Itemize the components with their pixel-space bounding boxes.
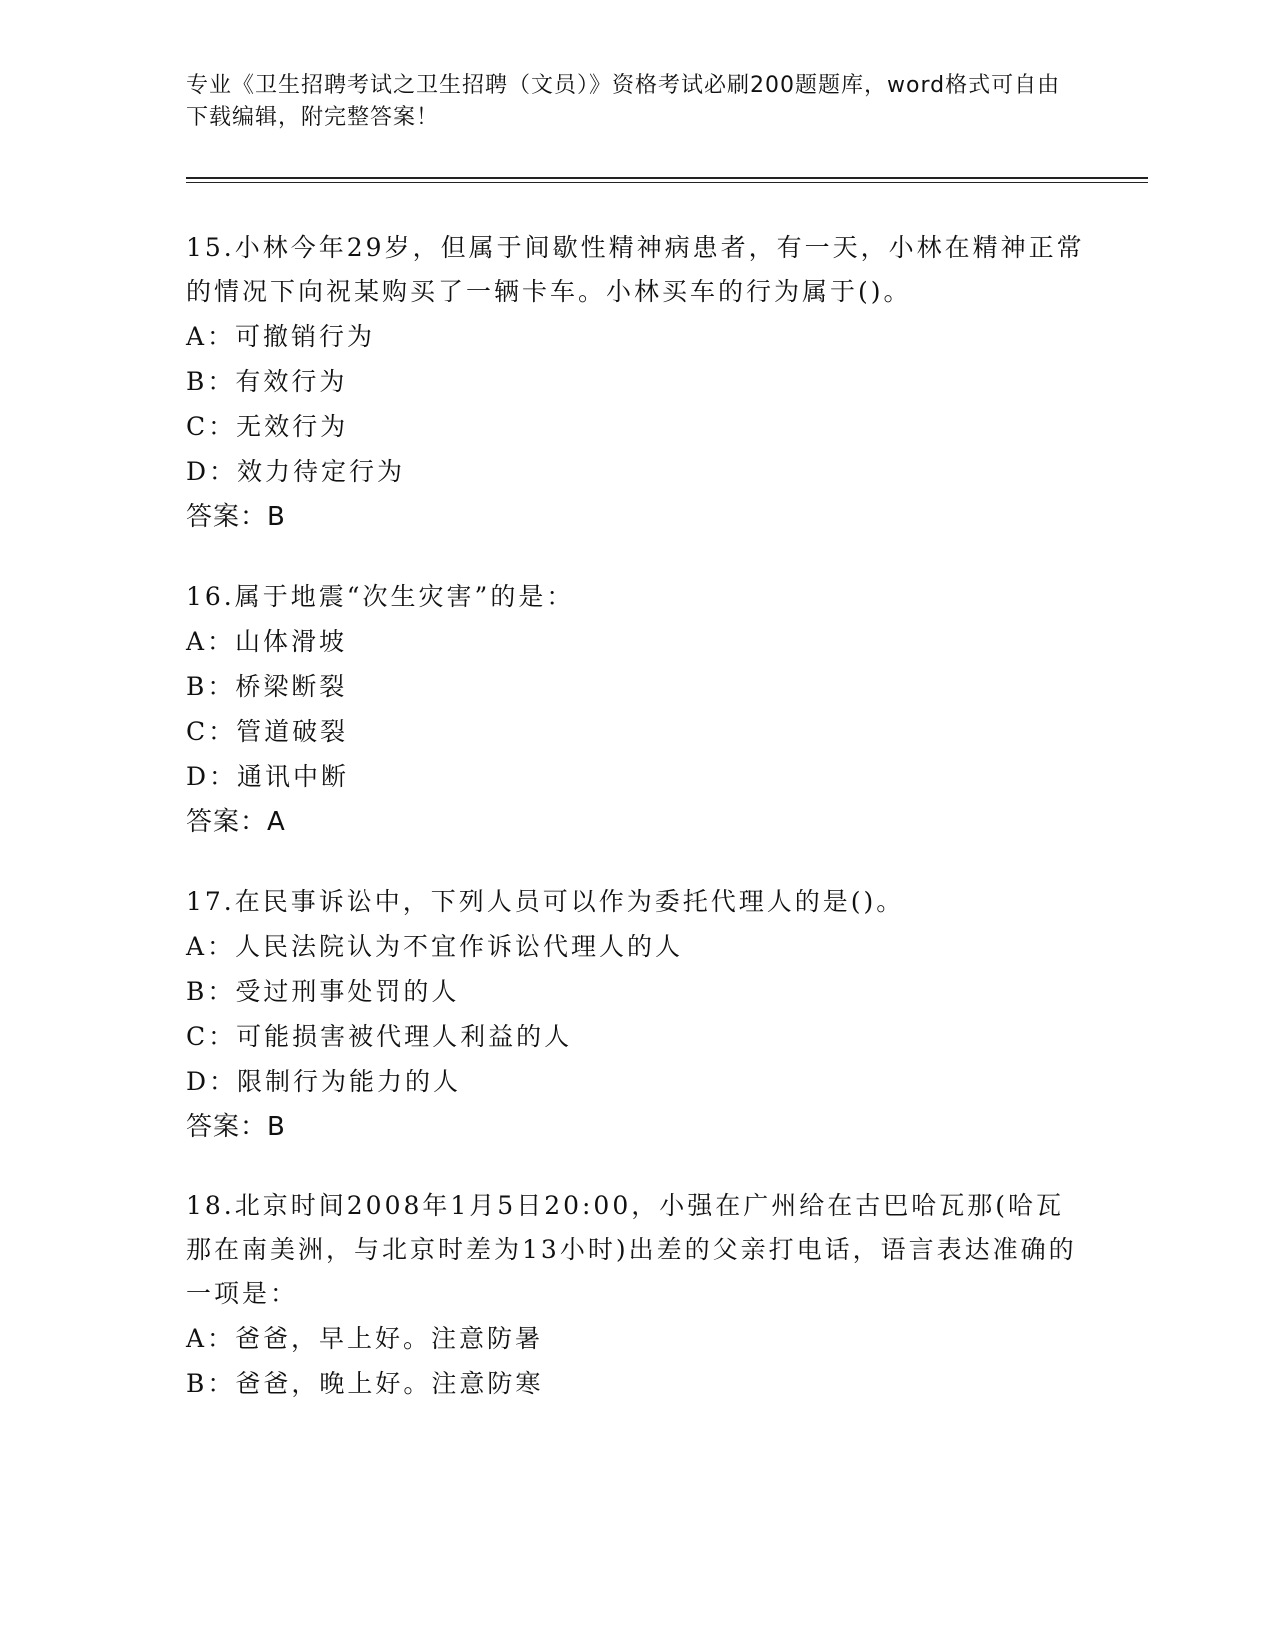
option-a: A：人民法院认为不宜作诉讼代理人的人 xyxy=(186,932,684,961)
answer: 答案：B xyxy=(186,502,286,532)
question-stem: 18.北京时间2008年1月5日20:00，小强在广州给在古巴哈瓦那(哈瓦那在南美洲，与北京时差为13小时)出差的父亲打电话，语言表达准确的一项是： xyxy=(186,1191,1077,1308)
question-stem: 16.属于地震“次生灾害”的是： xyxy=(186,582,575,611)
option-b: B：桥梁断裂 xyxy=(186,672,348,701)
answer: 答案：B xyxy=(186,1112,286,1142)
option-a: A：爸爸，早上好。注意防暑 xyxy=(186,1324,544,1353)
option-a: A：可撤销行为 xyxy=(186,322,376,351)
question-18 xyxy=(186,1184,1086,1406)
option-b: B：有效行为 xyxy=(186,367,348,396)
option-c: C：管道破裂 xyxy=(186,717,349,746)
question-16 xyxy=(186,575,1086,845)
question-stem: 15.小林今年29岁，但属于间歇性精神病患者，有一天，小林在精神正常的情况下向祝某购买了一辆卡车。小林买车的行为属于()。 xyxy=(186,233,1085,306)
question-17 xyxy=(186,880,1086,1150)
option-b: B：爸爸，晚上好。注意防寒 xyxy=(186,1369,544,1398)
question-15 xyxy=(186,226,1086,540)
option-d: D：通讯中断 xyxy=(186,762,350,791)
option-c: C：无效行为 xyxy=(186,412,349,441)
header-divider xyxy=(186,177,1148,179)
header-divider-secondary xyxy=(186,182,1148,183)
question-stem: 17.在民事诉讼中，下列人员可以作为委托代理人的是()。 xyxy=(186,887,905,916)
option-b: B：受过刑事处罚的人 xyxy=(186,977,460,1006)
option-c: C：可能损害被代理人利益的人 xyxy=(186,1022,573,1051)
answer: 答案：A xyxy=(186,807,286,837)
document-header: 专业《卫生招聘考试之卫生招聘（文员）》资格考试必刷200题题库，word格式可自由下载编辑，附完整答案！ xyxy=(186,73,1061,130)
option-d: D：限制行为能力的人 xyxy=(186,1067,462,1096)
option-d: D：效力待定行为 xyxy=(186,457,406,486)
option-a: A：山体滑坡 xyxy=(186,627,348,656)
